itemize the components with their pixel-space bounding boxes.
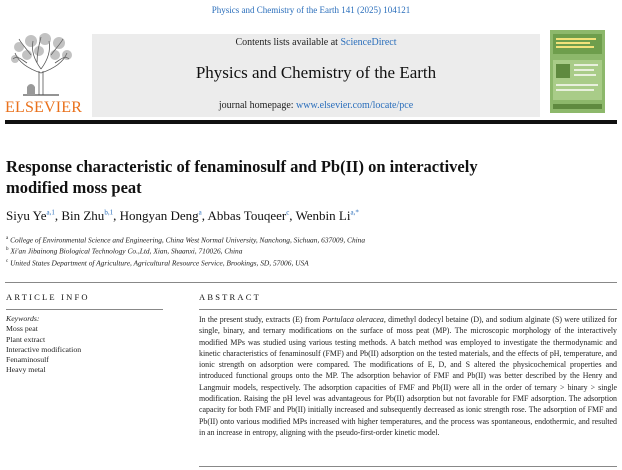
author-name[interactable]: Bin Zhu [61,208,105,223]
species-name: Portulaca oleracea [322,315,384,324]
cover-art-icon [550,30,605,113]
tree-logo-icon [9,33,73,97]
abstract-bottom-divider [199,466,617,467]
author-separator: , [113,208,120,223]
author-name[interactable]: Abbas Touqeer [207,208,287,223]
keywords-list [6,314,166,376]
affiliation-item [6,234,606,245]
journal-citation[interactable]: Physics and Chemistry of the Earth 141 (2025) 104121 [211,5,411,15]
affiliation-text: United States Department of Agriculture, Agricultural Resource Service, Brookings, SD, 57006, USA [10,258,309,268]
keyword-item: Fenaminosulf [6,355,49,365]
journal-cover-thumbnail[interactable] [550,30,605,113]
author-separator: , [201,208,208,223]
article-title-line1: Response characteristic of fenaminosulf and Pb(II) on interactively [6,157,478,176]
abstract-paragraph [199,314,617,438]
author-list [6,208,359,224]
article-info-heading: ARTICLE INFO [6,292,90,302]
article-title-line2: modified moss peat [6,178,142,197]
contents-prefix: Contents lists available at [235,37,338,48]
author-affiliation-marker[interactable]: a,* [350,208,359,217]
header-divider [5,120,617,124]
journal-homepage-link[interactable]: www.elsevier.com/locate/pce [296,100,414,111]
abstract-divider [199,309,617,310]
affiliation-key: b [6,247,9,253]
author-affiliation-marker[interactable]: c [286,208,290,217]
author-affiliation-marker[interactable]: b,1 [104,208,114,217]
sciencedirect-link[interactable]: ScienceDirect [340,37,397,48]
article-info-divider [6,309,163,310]
affiliation-item [6,257,606,268]
affiliation-key: a [6,236,9,241]
affiliation-list [6,234,606,268]
affiliation-key: c [6,258,9,264]
abstract-body [199,314,617,438]
abstract-text-part2: , dimethyl dodecyl betaine (D), and sodium alginate (S) were utilized for single, binary, and ternary modifications on the surface of moss peat (MP). The microscopic morphology of the interactively modified MPs was studied using various testing methods. A batch method was employed to investigate the thermodynamic and kinetic characteristics of fenaminosulf (FMF) and Pb(II) adsorption on the tested materials, and the effects of pH, temperature, and ionic strength on adsorption were compared. The modifications of E, D, and S altered the physicochemical properties and introduced functional groups onto the MP. The adsorption behavior of FMF and Pb(II) was better described by the Henry and Langmuir models, respectively. The adsorption capacities of FMF and Pb(II) were all in the order of ternary > binary > single modification. Raising the pH level was advantageous for Pb(II) adsorption but not favorable for FMF adsorption. The adsorption capacity for both FMF and Pb(II) initially increased and subsequently decreased as ionic strength rose. The adsorption of FMF and Pb(II) onto various modified MPs increased with higher temperatures, and the process was spontaneous, endothermic, and resulted in an increase in entropy, aligning with the pseudo-first-order kinetic model. [199,315,617,437]
publisher-name: ELSEVIER [5,99,83,116]
keyword-item: Plant extract [6,334,46,344]
publisher-logo[interactable] [5,33,83,116]
contents-line [92,37,540,48]
keyword-item: Heavy metal [6,365,46,375]
keyword-item: Moss peat [6,324,38,334]
homepage-line [92,100,540,111]
homepage-prefix: journal homepage: [218,100,294,111]
article-title [6,156,566,198]
section-divider [5,282,617,283]
affiliation-text: College of Environmental Science and Engineering, China West Normal University, Nanchong, Sichuan, 637009, China [10,235,366,245]
author-affiliation-marker[interactable]: a,1 [46,208,55,217]
affiliation-text: Xi'an Jibainong Biological Technology Co.,Ltd, Xian, Shaanxi, 710026, China [10,246,243,256]
abstract-heading: ABSTRACT [199,292,261,302]
author-affiliation-marker[interactable]: a [198,208,202,217]
journal-masthead [92,34,540,117]
author-separator: , [289,208,296,223]
abstract-text-part1: In the present study, extracts (E) from [199,315,323,324]
author-name[interactable]: Siyu Ye [6,208,47,223]
author-name[interactable]: Wenbin Li [295,208,351,223]
author-name[interactable]: Hongyan Deng [119,208,199,223]
keyword-item: Interactive modification [6,344,82,354]
author-separator: , [54,208,62,223]
journal-title[interactable]: Physics and Chemistry of the Earth [195,63,437,82]
keywords-label: Keywords: [6,314,40,323]
affiliation-item [6,245,606,256]
